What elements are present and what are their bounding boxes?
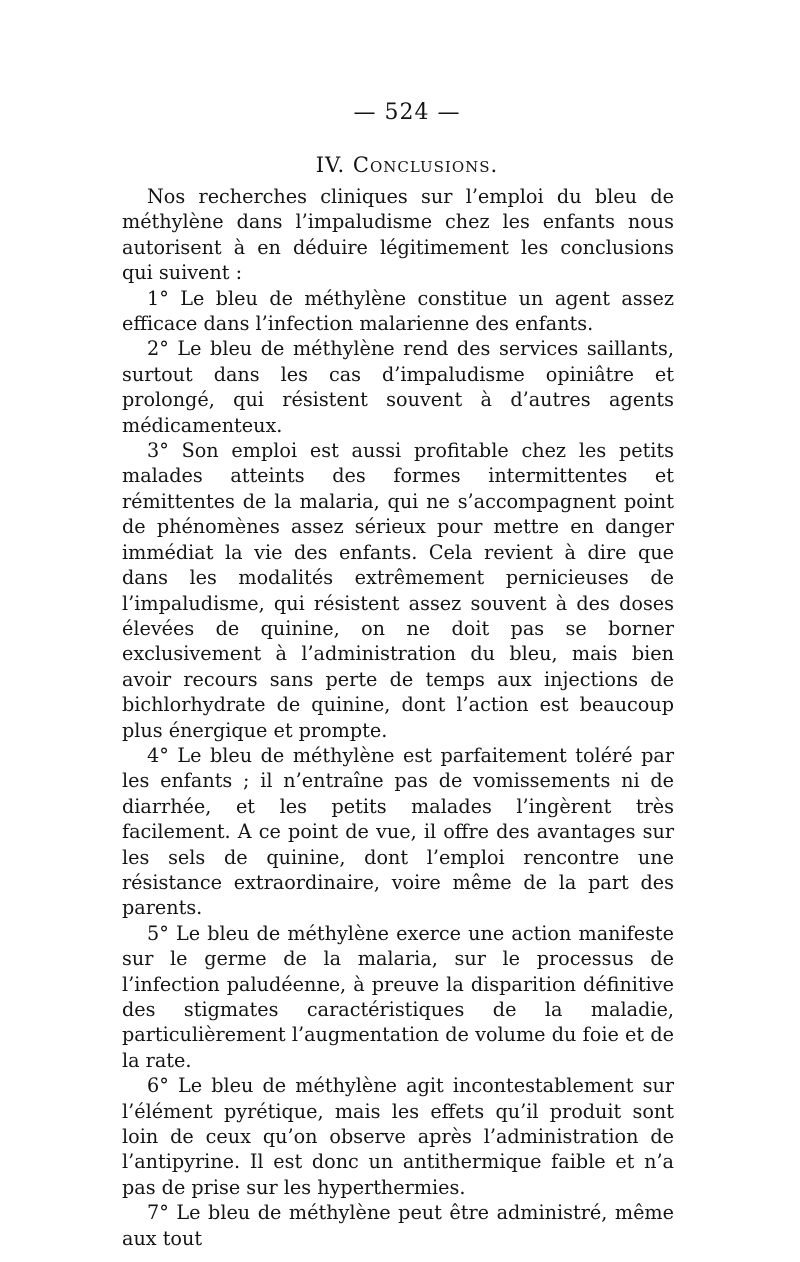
section-numeral: IV.: [315, 153, 346, 177]
section-title: Conclusions.: [352, 153, 499, 177]
conclusion-2: 2° Le bleu de méthylène rend des services saillants, surtout dans les cas d’impaludisme opiniâtre et prolongé, qui résistent souvent à d’autres agents médicamenteux.: [122, 337, 674, 437]
conclusion-7: 7° Le bleu de méthylène peut être administré, même aux tout: [122, 1201, 674, 1250]
section-heading: [0, 153, 800, 177]
intro-paragraph: Nos recherches cliniques sur l’emploi du bleu de méthylène dans l’impaludisme chez les enfants nous autorisent à en déduire légitimement les conclusions qui suivent :: [122, 185, 674, 285]
conclusion-4: 4° Le bleu de méthylène est parfaitement toléré par les enfants ; il n’entraîne pas de vomissements ni de diarrhée, et les petits malades l’ingèrent très facilement. A ce point de vue, il offre des avantages sur les sels de quinine, dont l’emploi rencontre une résistance extraordinaire, voire même de la part des parents.: [122, 743, 674, 920]
conclusion-6: 6° Le bleu de méthylène agit incontestablement sur l’élément pyrétique, mais les effets qu’il produit sont loin de ceux qu’on observe après l’administration de l’antipyrine. Il est donc un antithermique faible et n’a pas de prise sur les hyperthermies.: [122, 1074, 674, 1199]
conclusion-3: 3° Son emploi est aussi profitable chez les petits malades atteints des formes intermittentes et rémittentes de la malaria, qui ne s’accompagnent point de phénomènes assez sérieux pour mettre en danger immédiat la vie des enfants. Cela revient à dire que dans les modalités extrêmement pernicieuses de l’impaludisme, qui résistent assez souvent à des doses élevées de quinine, on ne doit pas se borner exclusivement à l’administration du bleu, mais bien avoir recours sans perte de temps aux injections de bichlorhydrate de quinine, dont l’action est beaucoup plus énergique et prompte.: [122, 439, 674, 742]
conclusion-5: 5° Le bleu de méthylène exerce une action manifeste sur le germe de la malaria, sur le processus de l’infection paludéenne, à preuve la disparition définitive des stigmates caractéristiques de la maladie, particulièrement l’augmentation de volume du foie et de la rate.: [122, 921, 674, 1072]
body-text: [122, 184, 674, 1251]
page-number: — 524 —: [353, 100, 461, 125]
conclusion-1: 1° Le bleu de méthylène constitue un agent assez efficace dans l’infection malarienne des enfants.: [122, 286, 674, 336]
